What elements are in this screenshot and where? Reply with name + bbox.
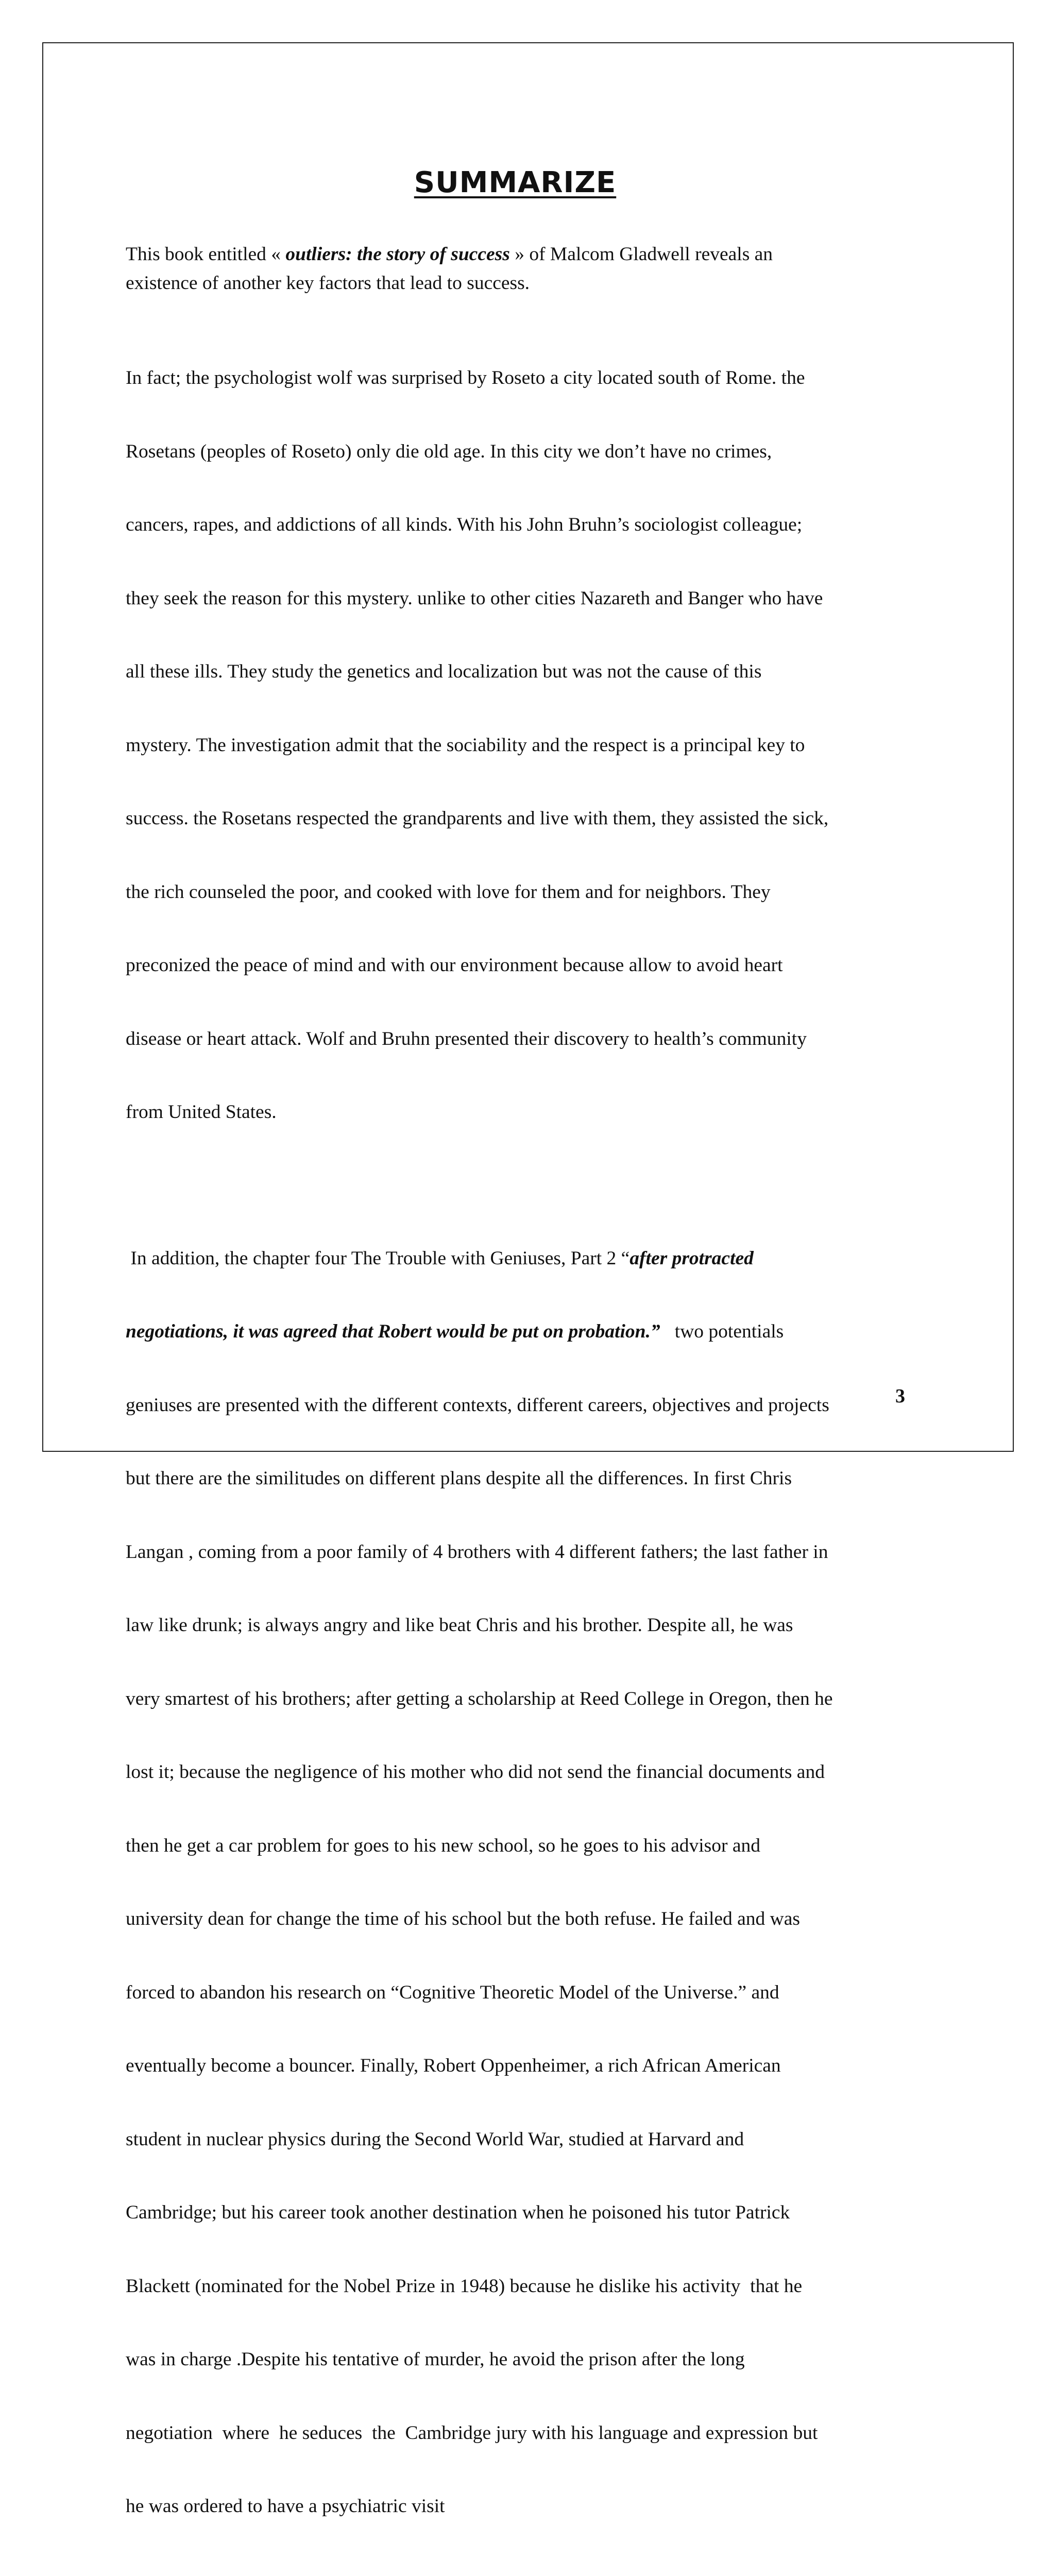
- text-line: Langan , coming from a poor family of 4 brothers with 4 different fathers; the last father in: [126, 1540, 919, 1565]
- text-line: [126, 1319, 919, 1344]
- document-body: [126, 242, 919, 2576]
- text-line: eventually become a bouncer. Finally, Robert Oppenheimer, a rich African American: [126, 2054, 919, 2078]
- text-run: In addition, the chapter four The Trouble with Geniuses, Part 2 “: [126, 1248, 629, 1269]
- paragraph-geniuses: [126, 1197, 919, 2568]
- text-run: » of Malcom Gladwell reveals an: [510, 244, 773, 265]
- paragraph-roseto: [126, 317, 919, 1174]
- text-line: Blackett (nominated for the Nobel Prize in 1948) because he dislike his activity that he: [126, 2274, 919, 2299]
- paragraph-spacer: [126, 1174, 919, 1197]
- paragraph-spacer: [126, 295, 919, 317]
- text-line: law like drunk; is always angry and like beat Chris and his brother. Despite all, he was: [126, 1613, 919, 1638]
- text-run: two potentials: [660, 1321, 784, 1342]
- text-line: he was ordered to have a psychiatric visit: [126, 2494, 919, 2519]
- text-line: forced to abandon his research on “Cognitive Theoretic Model of the Universe.” and: [126, 1980, 919, 2005]
- text-line: geniuses are presented with the different contexts, different careers, objectives and projects: [126, 1393, 919, 1418]
- text-line: disease or heart attack. Wolf and Bruhn presented their discovery to health’s community: [126, 1027, 919, 1052]
- text-line: then he get a car problem for goes to his new school, so he goes to his advisor and: [126, 1834, 919, 1858]
- quote-emphasis: negotiations, it was agreed that Robert would be put on probation.”: [126, 1321, 660, 1342]
- text-line: student in nuclear physics during the Second World War, studied at Harvard and: [126, 2127, 919, 2152]
- text-line: mystery. The investigation admit that the sociability and the respect is a principal key to: [126, 733, 919, 758]
- text-line: negotiation where he seduces the Cambridge jury with his language and expression but: [126, 2421, 919, 2446]
- paragraph-intro: [126, 242, 919, 295]
- quote-emphasis: after protracted: [629, 1248, 754, 1269]
- text-line: cancers, rapes, and addictions of all kinds. With his John Bruhn’s sociologist colleague;: [126, 513, 919, 537]
- text-line: but there are the similitudes on different plans despite all the differences. In first Chris: [126, 1466, 919, 1491]
- text-line: lost it; because the negligence of his mother who did not send the financial documents and: [126, 1760, 919, 1785]
- text-line: Cambridge; but his career took another destination when he poisoned his tutor Patrick: [126, 2200, 919, 2225]
- document-title: SUMMARIZE: [0, 166, 1030, 199]
- text-line: from United States.: [126, 1100, 919, 1125]
- text-line: In fact; the psychologist wolf was surprised by Roseto a city located south of Rome. the: [126, 366, 919, 391]
- text-line: they seek the reason for this mystery. unlike to other cities Nazareth and Banger who have: [126, 586, 919, 611]
- text-line: university dean for change the time of his school but the both refuse. He failed and was: [126, 1907, 919, 1931]
- paragraph-spacer: [126, 2568, 919, 2576]
- text-line: success. the Rosetans respected the grandparents and live with them, they assisted the sick,: [126, 806, 919, 831]
- text-run: This book entitled «: [126, 244, 285, 265]
- text-line: the rich counseled the poor, and cooked with love for them and for neighbors. They: [126, 880, 919, 905]
- page-number: 3: [895, 1385, 905, 1408]
- text-line: very smartest of his brothers; after getting a scholarship at Reed College in Oregon, then he: [126, 1687, 919, 1711]
- text-line: preconized the peace of mind and with our environment because allow to avoid heart: [126, 953, 919, 978]
- text-line: all these ills. They study the genetics and localization but was not the cause of this: [126, 659, 919, 684]
- text-line: existence of another key factors that lead to success.: [126, 271, 919, 296]
- text-line: was in charge .Despite his tentative of murder, he avoid the prison after the long: [126, 2347, 919, 2372]
- text-line: [126, 1246, 919, 1271]
- text-line: Rosetans (peoples of Roseto) only die old age. In this city we don’t have no crimes,: [126, 439, 919, 464]
- book-title-emphasis: outliers: the story of success: [285, 244, 509, 265]
